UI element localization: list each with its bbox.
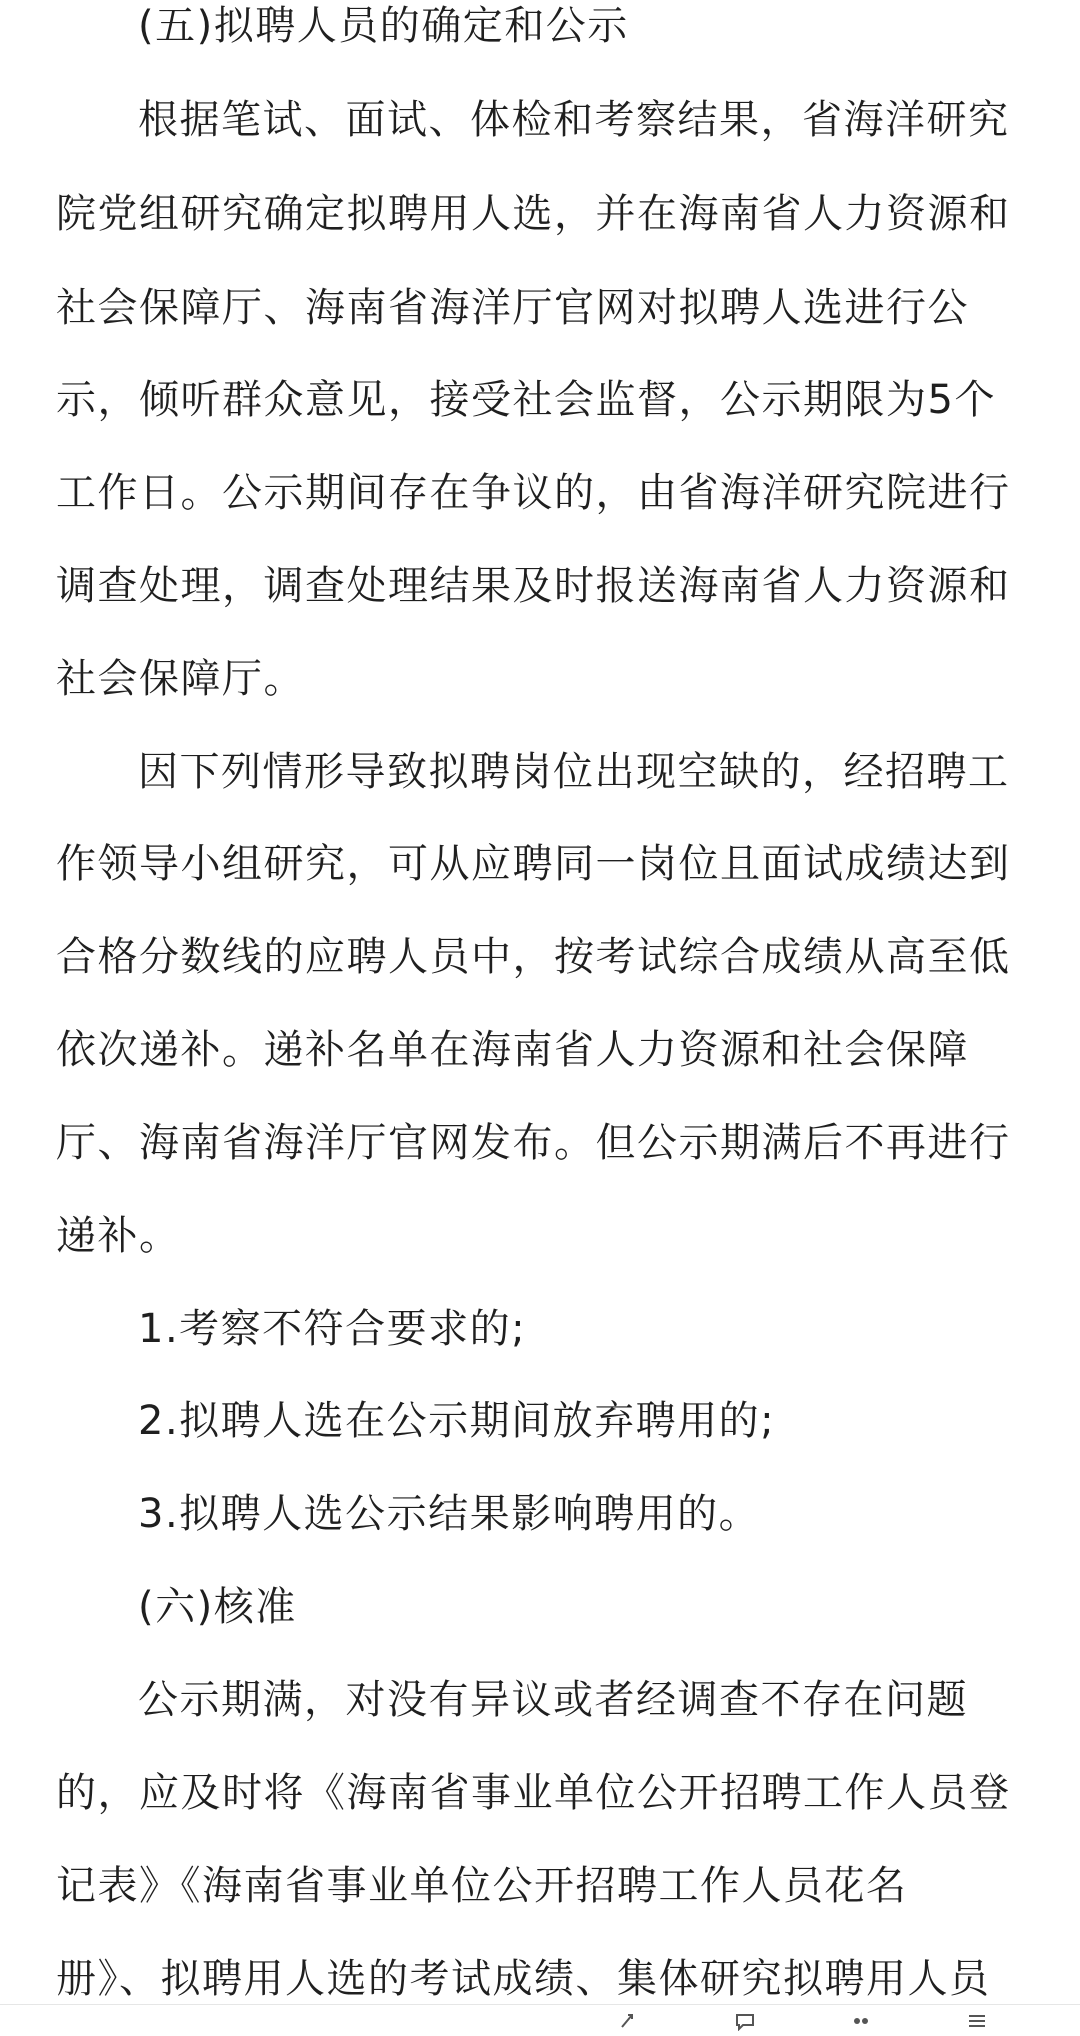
paragraph-line: 根据笔试、面试、体检和考察结果，省海洋研究 bbox=[138, 97, 1010, 143]
paragraph-line: 厅、海南省海洋厅官网发布。但公示期满后不再进行 bbox=[56, 1120, 1011, 1166]
paragraph-line: 工作日。公示期间存在争议的，由省海洋研究院进行 bbox=[56, 470, 1011, 516]
paragraph-line: 院党组研究确定拟聘用人选，并在海南省人力资源和 bbox=[56, 191, 1011, 237]
bottom-toolbar bbox=[0, 2004, 1080, 2035]
paragraph-line: 的，应及时将《海南省事业单位公开招聘工作人员登 bbox=[56, 1770, 1011, 1816]
paragraph-line: 依次递补。递补名单在海南省人力资源和社会保障 bbox=[56, 1027, 969, 1073]
paragraph-line: 调查处理，调查处理结果及时报送海南省人力资源和 bbox=[56, 563, 1011, 609]
paragraph-line: 递补。 bbox=[56, 1213, 181, 1259]
paragraph-line: 册》、拟聘用人选的考试成绩、集体研究拟聘用人员 bbox=[56, 1956, 991, 2002]
paragraph-line: 公示期满，对没有异议或者经调查不存在问题 bbox=[138, 1677, 968, 1723]
section-heading-6: (六)核准 bbox=[138, 1584, 297, 1630]
list-item: 3.拟聘人选公示结果影响聘用的。 bbox=[138, 1491, 761, 1537]
comment-icon[interactable] bbox=[734, 2011, 756, 2031]
paragraph-line: 社会保障厅。 bbox=[56, 656, 305, 702]
paragraph-line: 社会保障厅、海南省海洋厅官网对拟聘人选进行公 bbox=[56, 285, 969, 331]
paragraph-line: 作领导小组研究，可从应聘同一岗位且面试成绩达到 bbox=[56, 841, 1011, 887]
section-heading-5: (五)拟聘人员的确定和公示 bbox=[138, 3, 629, 49]
menu-icon[interactable] bbox=[966, 2011, 988, 2031]
paragraph-line: 合格分数线的应聘人员中，按考试综合成绩从高至低 bbox=[56, 934, 1011, 980]
list-item: 2.拟聘人选在公示期间放弃聘用的; bbox=[138, 1398, 776, 1444]
list-item: 1.考察不符合要求的; bbox=[138, 1306, 527, 1352]
like-icon[interactable] bbox=[850, 2011, 872, 2031]
paragraph-line: 示，倾听群众意见，接受社会监督，公示期限为5个 bbox=[56, 377, 996, 423]
paragraph-line: 因下列情形导致拟聘岗位出现空缺的，经招聘工 bbox=[138, 749, 1010, 795]
share-icon[interactable] bbox=[618, 2011, 640, 2031]
paragraph-line: 记表》《海南省事业单位公开招聘工作人员花名 bbox=[56, 1863, 908, 1909]
